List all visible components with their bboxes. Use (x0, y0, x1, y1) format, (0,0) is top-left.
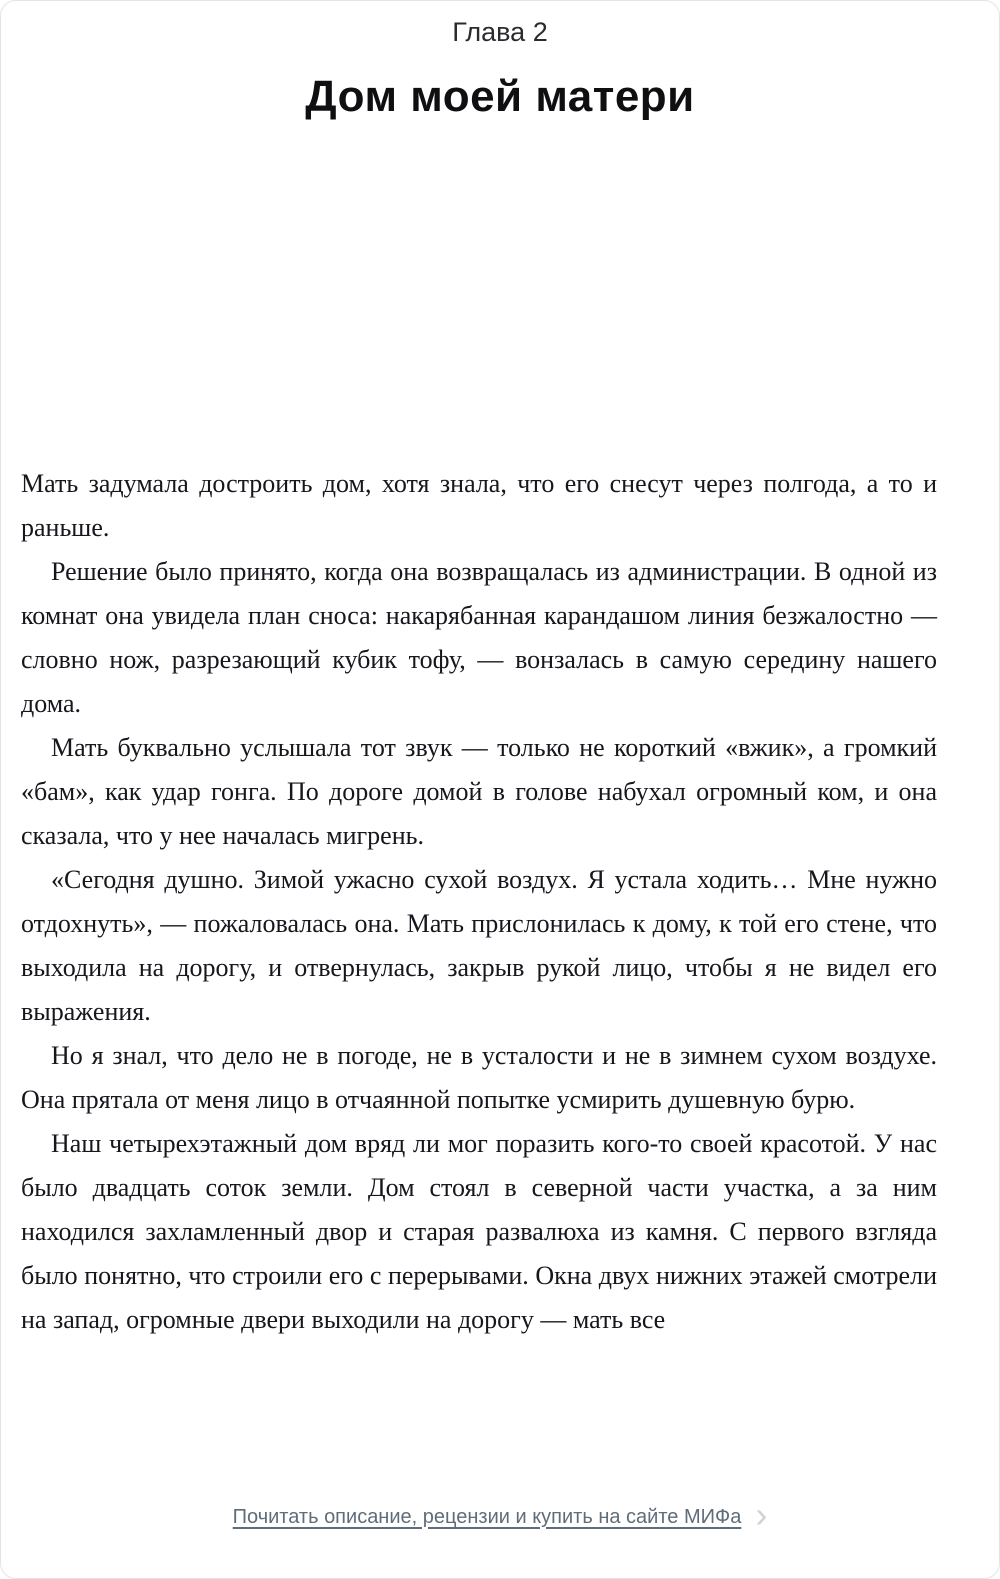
paragraph: Решение было принято, когда она возвращалась из администрации. В одной из комнат она увидела план сноса: накарябанная карандашом линия безжалостно — словно нож, разрезающий кубик тофу, — вонзалась в самую середину нашего дома. (21, 557, 937, 718)
paragraph: Наш четырехэтажный дом вряд ли мог поразить кого-то своей красотой. У нас было двадцать соток земли. Дом стоял в северной части участка, а за ним находился захламленный двор и старая развалюха из камня. С первого взгляда было понятно, что строили его с перерывами. Окна двух нижних этажей смотрели на запад, огромные двери выходили на дорогу — мать все (21, 1129, 937, 1334)
chevron-right-icon[interactable]: › (755, 1494, 768, 1535)
buy-on-mif-site-link[interactable]: Почитать описание, рецензии и купить на сайте МИФа (232, 1505, 742, 1528)
footer-banner[interactable] (3, 1480, 997, 1576)
paragraph: Но я знал, что дело не в погоде, не в усталости и не в зимнем сухом воздухе. Она прятала от меня лицо в отчаянной попытке усмирить душевную бурю. (21, 1041, 937, 1114)
chapter-title: Дом моей матери (305, 72, 695, 121)
paragraph: Мать задумала достроить дом, хотя знала, что его снесут через полгода, а то и раньше. (21, 469, 937, 542)
body-text (1, 462, 999, 1342)
chapter-label: Глава 2 (452, 17, 548, 47)
paragraph: «Сегодня душно. Зимой ужасно сухой воздух. Я устала ходить… Мне нужно отдохнуть», — пожаловалась она. Мать прислонилась к дому, к той его стене, что выходила на дорогу, и отвернулась, закрыв рукой лицо, чтобы я не видел его выражения. (21, 865, 937, 1026)
paragraph: Мать буквально услышала тот звук — только не короткий «вжик», а громкий «бам», как удар гонга. По дороге домой в голове набухал огромный ком, и она сказала, что у нее началась мигрень. (21, 733, 937, 850)
